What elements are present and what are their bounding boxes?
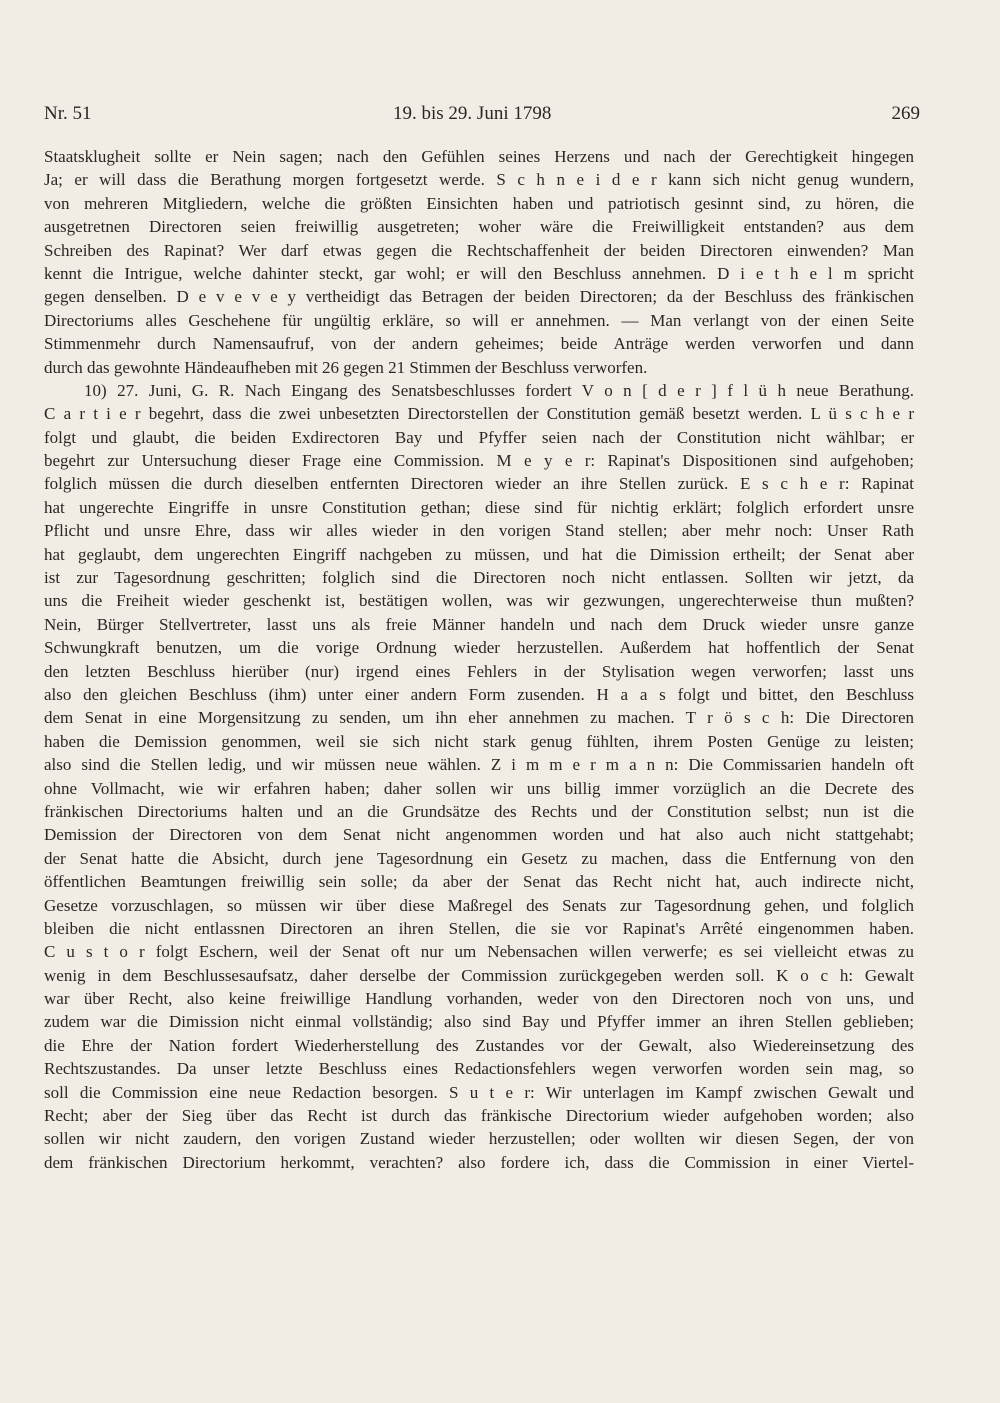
text-line: öffentlichen Beamtungen freiwillig sein solle; da aber der Senat das Recht nicht hat, auch indirecte nicht, <box>44 872 914 892</box>
text-line: hat ungerechte Eingriffe in unsre Constitution gethan; diese sind für nichtig erklärt; folglich erfordert unsre <box>44 497 914 517</box>
text-line: die Ehre der Nation fordert Wiederherstellung des Zustandes vor der Gewalt, also Wiedereinsetzung des <box>44 1035 914 1055</box>
text-line: C a r t i e r begehrt, dass die zwei unbesetzten Directorstellen der Constitution gemäß besetzt werden. L ü s c h e r <box>44 404 914 424</box>
text-line: Schwungkraft benutzen, um die vorige Ordnung wieder herzustellen. Außerdem hat hoffentlich der Senat <box>44 638 914 658</box>
text-line: Schreiben des Rapinat? Wer darf etwas gegen die Rechtschaffenheit der beiden Directoren einwenden? Man <box>44 240 914 260</box>
text-line: von mehreren Mitgliedern, welche die größten Einsichten haben und patriotisch gesinnt sind, zu hören, die <box>44 193 914 213</box>
text-line: Rechtszustandes. Da unser letzte Beschluss eines Redactionsfehlers wegen verworfen worden sein mag, so <box>44 1059 914 1079</box>
text-line: durch das gewohnte Händeaufheben mit 26 gegen 21 Stimmen der Beschluss verworfen. <box>44 357 648 377</box>
text-line: dem Senat in eine Morgensitzung zu senden, um ihn eher annehmen zu machen. T r ö s c h: Die Directoren <box>44 708 914 728</box>
text-line: folglich müssen die durch dieselben entfernten Directoren wieder an ihre Stellen zurück. E s c h e r: Rapinat <box>44 474 914 494</box>
text-line: Pflicht und unsre Ehre, dass wir alles wieder in den vorigen Stand stellen; aber mehr noch: Unser Rath <box>44 521 914 541</box>
text-line: Stimmenmehr durch Namensaufruf, von der andern geheimes; beide Anträge werden verworfen und dann <box>44 334 914 354</box>
text-line: bleiben die nicht entlassnen Directoren an ihren Stellen, die sie vor Rapinat's Arrêté eingenommen haben. <box>44 918 914 938</box>
text-line: Nein, Bürger Stellvertreter, lasst uns als freie Männer handeln und nach dem Druck wieder unsre ganze <box>44 614 914 634</box>
text-line: sollen wir nicht zaudern, den vorigen Zustand wieder herzustellen; oder wollten wir diesen Segen, der von <box>44 1129 914 1149</box>
text-line: dem fränkischen Directorium herkommt, verachten? also fordere ich, dass die Commission in einer Viertel- <box>44 1152 914 1172</box>
text-line: Recht; aber der Sieg über das Recht ist durch das fränkische Directorium wieder aufgehoben worden; also <box>44 1106 914 1126</box>
text-line: Directoriums alles Geschehene für ungültig erkläre, so will er annehmen. — Man verlangt von der einen Seite <box>44 310 914 330</box>
text-line: soll die Commission eine neue Redaction besorgen. S u t e r: Wir unterlagen im Kampf zwischen Gewalt und <box>44 1082 914 1102</box>
text-line: C u s t o r folgt Eschern, weil der Senat oft nur um Nebensachen willen verwerfe; es sei vielleicht etwas zu <box>44 942 914 962</box>
text-line: Gesetze vorzuschlagen, so müssen wir über diese Maßregel des Senats zur Tagesordnung gehen, und folglich <box>44 895 914 915</box>
text-line: uns die Freiheit wieder geschenkt ist, bestätigen wollen, was wir gezwungen, ungerechterweise thun mußten? <box>44 591 914 611</box>
document-number: Nr. 51 <box>44 103 92 124</box>
text-line: Staatsklugheit sollte er Nein sagen; nach den Gefühlen seines Herzens und nach der Gerechtigkeit hingegen <box>44 147 914 166</box>
text-line: 10) 27. Juni, G. R. Nach Eingang des Senatsbeschlusses fordert V o n [ d e r ] f l ü h neue Berathung. <box>84 380 914 400</box>
text-line: also sind die Stellen ledig, und wir müssen neue wählen. Z i m m e r m a n n: Die Commissarien handeln oft <box>44 755 914 775</box>
text-line: Ja; er will dass die Berathung morgen fortgesetzt werde. S c h n e i d e r kann sich nicht genug wundern, <box>44 170 914 190</box>
text-line: begehrt zur Untersuchung dieser Frage eine Commission. M e y e r: Rapinat's Dispositionen sind aufgehoben; <box>44 451 914 471</box>
page-number: 269 <box>891 103 920 124</box>
text-line: hat geglaubt, dem ungerechten Eingriff nachgeben zu müssen, und hat die Dimission ertheilt; der Senat aber <box>44 544 914 564</box>
text-line: zudem war die Dimission nicht einmal vollständig; also sind Bay und Pfyffer immer an ihren Stellen geblieben; <box>44 1012 914 1032</box>
running-head <box>44 103 920 131</box>
text-line: ist zur Tagesordnung geschritten; folglich sind die Directoren noch nicht entlassen. Sollten wir jetzt, da <box>44 568 914 588</box>
text-line: fränkischen Directoriums halten und an die Grundsätze des Rechts und der Constitution selbst; nun ist die <box>44 801 914 821</box>
text-line: ausgetretnen Directoren seien freiwillig ausgetreten; woher wäre die Freiwilligkeit entstanden? aus dem <box>44 217 914 237</box>
text-line: also den gleichen Beschluss (ihm) unter einer andern Form zusenden. H a a s folgt und bittet, den Beschluss <box>44 684 914 704</box>
date-range-heading: 19. bis 29. Juni 1798 <box>393 103 552 124</box>
text-line: folgt und glaubt, die beiden Exdirectoren Bay und Pfyffer seien nach der Constitution nicht wählbar; er <box>44 427 914 447</box>
text-line: ohne Vollmacht, wie wir erfahren haben; daher sollen wir uns billig immer vorzüglich an die Decrete des <box>44 778 914 798</box>
text-line: Demission der Directoren von dem Senat nicht angenommen worden und hat also auch nicht stattgehabt; <box>44 825 914 845</box>
text-line: den letzten Beschluss hierüber (nur) irgend eines Fehlers in der Stylisation wegen verworfen; lasst uns <box>44 661 914 681</box>
text-line: gegen denselben. D e v e v e y vertheidigt das Betragen der beiden Directoren; da der Beschluss des fränkischen <box>44 287 914 307</box>
text-line: haben die Demission genommen, weil sie sich nicht stark genug fühlten, ihrem Posten Genüge zu leisten; <box>44 731 914 751</box>
text-line: kennt die Intrigue, welche dahinter steckt, gar wohl; er will den Beschluss annehmen. D i e t h e l m spricht <box>44 263 914 283</box>
text-line: wenig in dem Beschlussesaufsatz, daher derselbe der Commission zurückgegeben werden soll. K o c h: Gewalt <box>44 965 914 985</box>
body-text <box>44 145 914 1174</box>
text-line: war über Recht, also keine freiwillige Handlung vorhanden, weder von den Directoren noch von uns, und <box>44 989 914 1009</box>
text-line: der Senat hatte die Absicht, durch jene Tagesordnung ein Gesetz zu machen, dass die Entfernung von den <box>44 848 914 868</box>
